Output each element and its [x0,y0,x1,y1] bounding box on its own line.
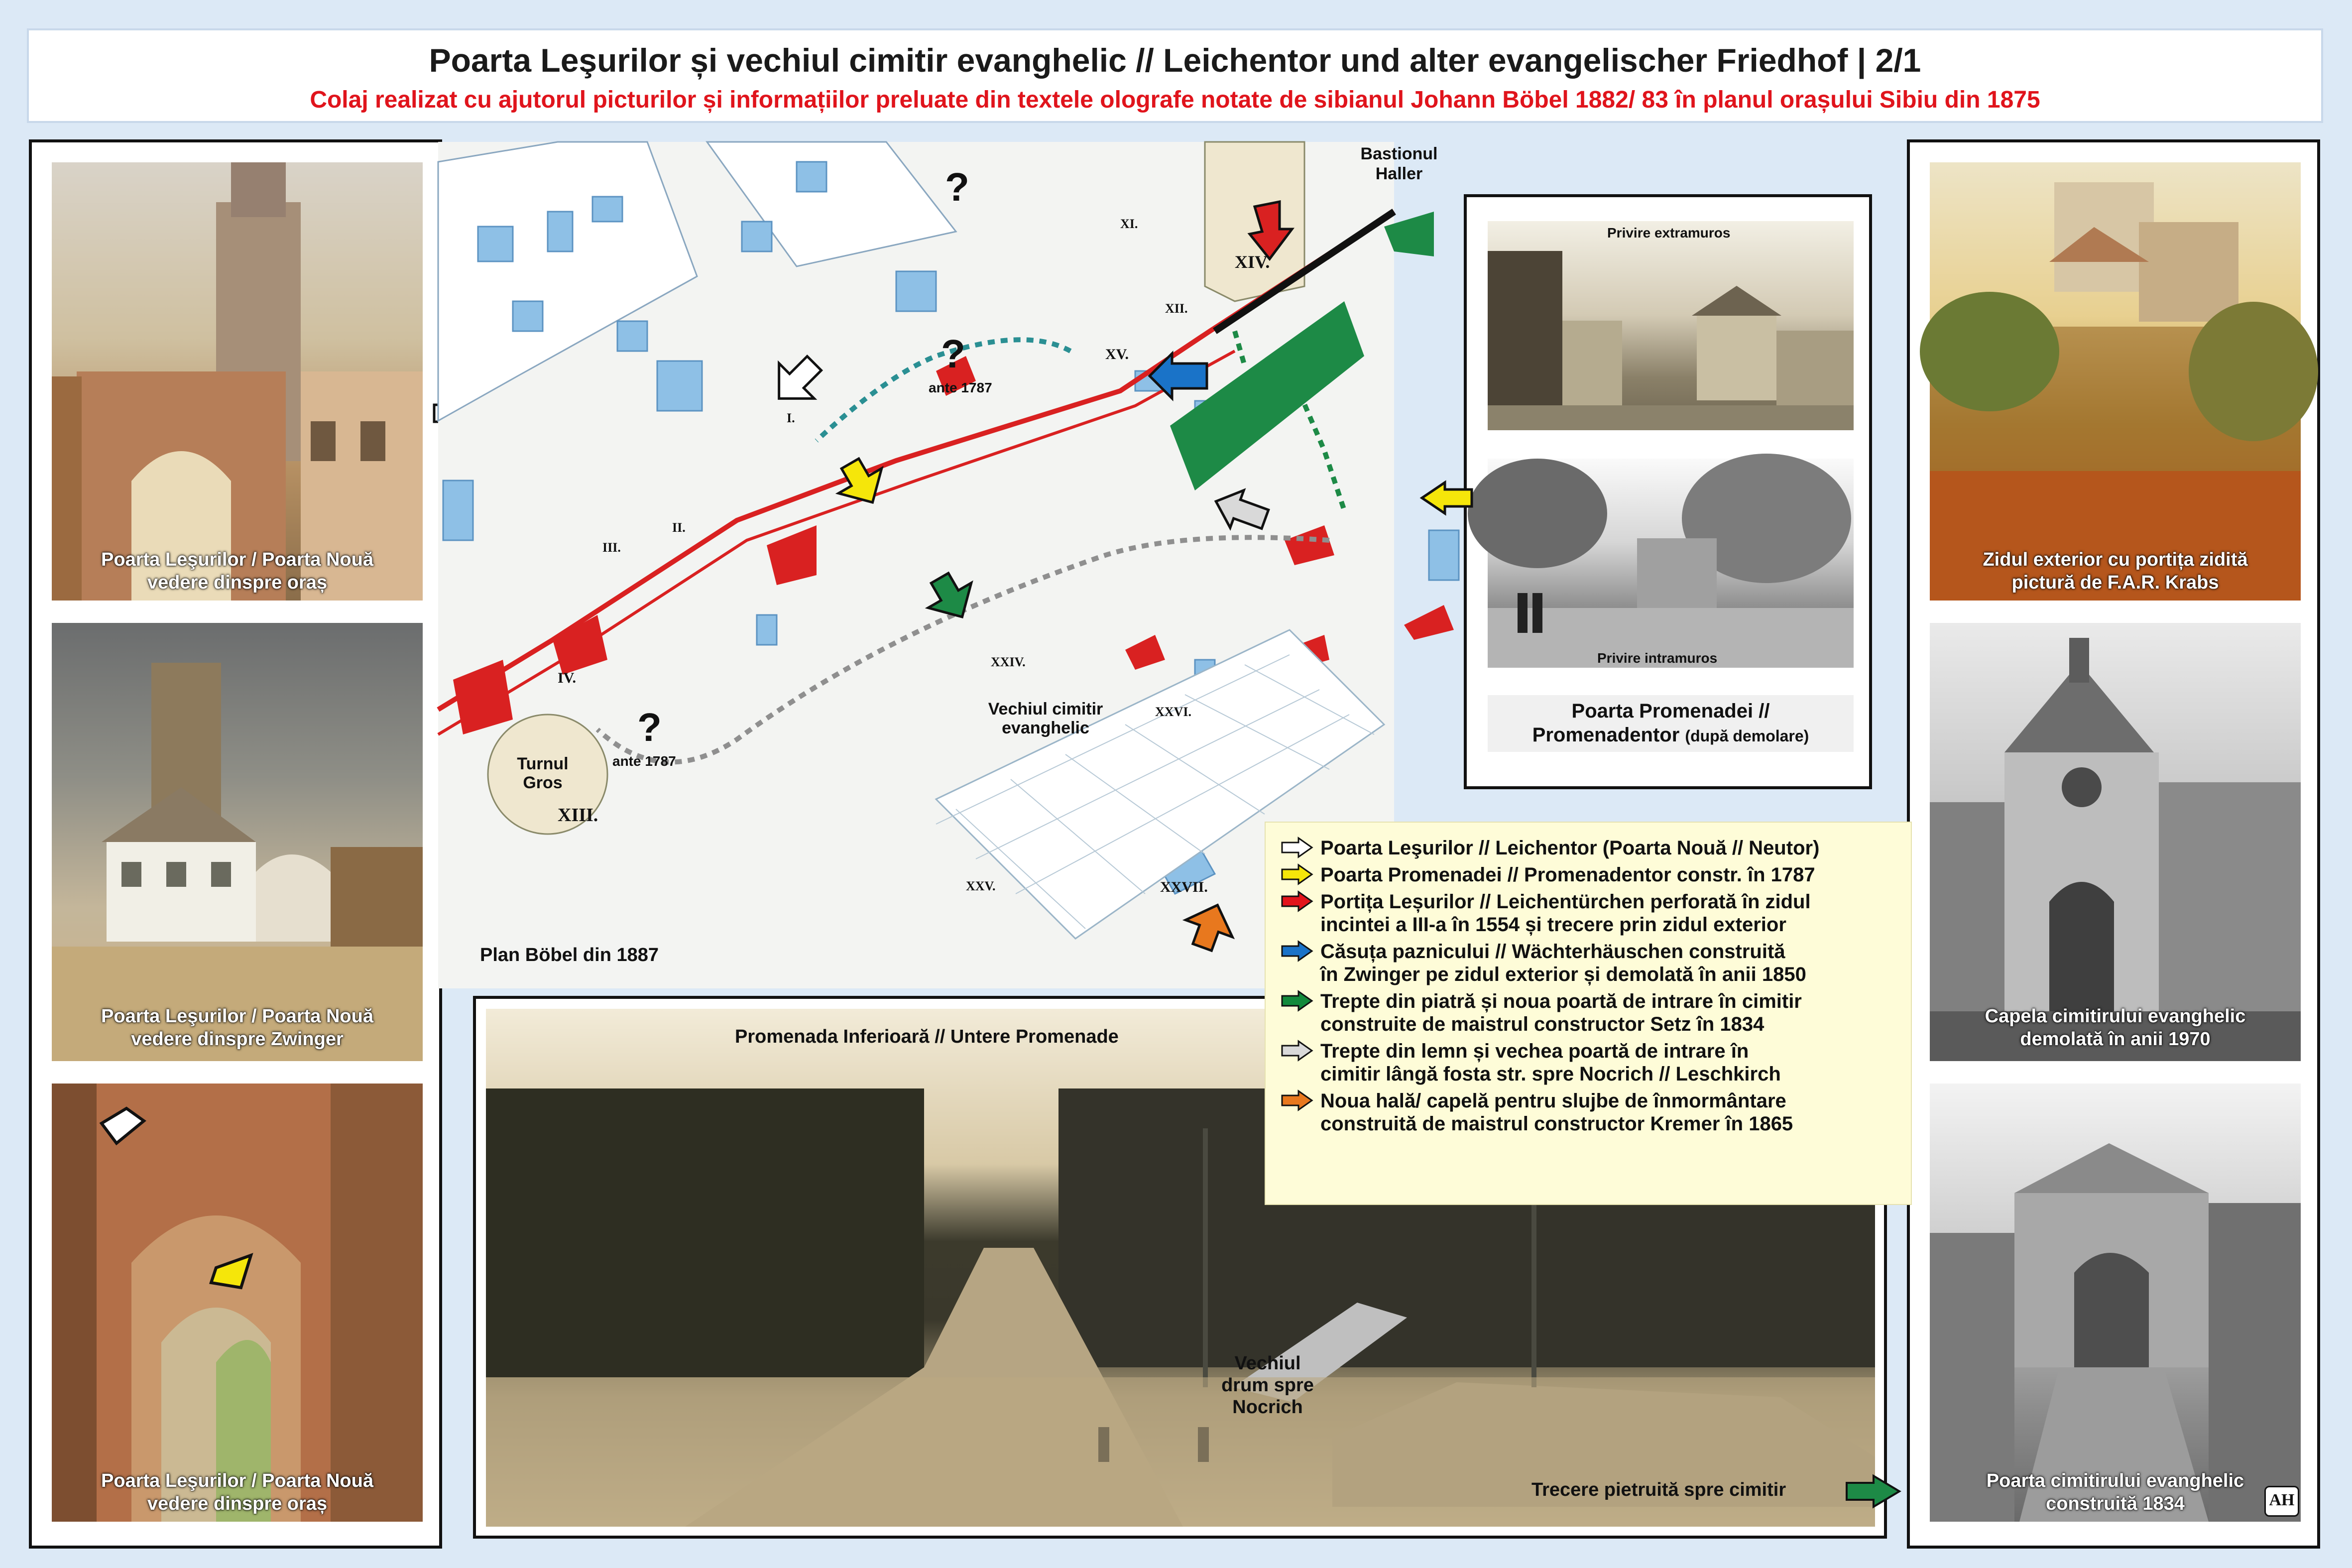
numeral-label: IV. [558,670,576,686]
cemetery-label: Vechiul cimitir evanghelic [988,700,1103,737]
legend-line-2: incintei a III-a în 1554 și trecere prin zidul exterior [1320,914,1786,936]
caption-line-1: Capela cimitirului evanghelic [1985,1006,2246,1027]
legend-line-1: Trepte din lemn și vechea poartă de intrare în [1320,1040,1749,1062]
legend-item [1281,940,1896,986]
legend-arrow-icon [1281,1040,1313,1062]
legend-item [1281,837,1896,859]
numeral-label: XXV. [966,879,996,893]
legend-line-1: Poarta Leşurilor // Leichentor (Poarta Nouă // Neutor) [1320,837,1820,859]
numeral-label: XII. [1165,301,1188,316]
left-photo-2 [52,623,423,1061]
caption-line-1: Poarta Leşurilor / Poarta Nouă [101,1006,373,1027]
legend-text [1320,990,1802,1036]
ante-label: ante 1787 [929,380,992,395]
caption-line-2: pictură de F.A.R. Krabs [2011,572,2219,593]
cemetery-gate-photo [1930,1084,2301,1522]
legend-arrow-icon [1281,940,1313,962]
legend-line-1: Trepte din piatră și noua poartă de intrare în cimitir [1320,990,1802,1012]
legend-line-2: construite de maistrul constructor Setz în 1834 [1320,1013,1764,1035]
question-mark: ? [637,705,662,749]
legend-text [1320,1089,1793,1135]
legend-arrow-icon [1281,1089,1313,1111]
zwinger-painting [52,623,423,1061]
promenade-photo-extramuros [1488,221,1854,430]
promenade-caption: Poarta Promenadei // Promenadentor (după demolare) [1488,695,1854,752]
numeral-label: II. [672,520,686,535]
legend-arrow-icon [1281,863,1313,885]
caption-line-2: vedere dinspre oraș [147,1493,328,1514]
numeral-label: XIII. [558,805,598,826]
legend-arrow-icon [1281,890,1313,912]
photo-label: Privire extramuros [1607,225,1731,241]
tower-label: Turnul Gros [517,754,569,792]
legend-item [1281,1040,1896,1086]
legend-item [1281,890,1896,936]
caption-line-1: Poarta Leşurilor / Poarta Nouă [101,1470,373,1491]
legend-item [1281,990,1896,1036]
legend-arrow-icon [1281,990,1313,1012]
ante-label: ante 1787 [612,753,676,769]
caption-line-1: Poarta cimitirului evanghelic [1986,1470,2244,1491]
title-bar [27,28,2323,123]
numeral-label: XXVI. [1155,705,1191,719]
numeral-label: XXIV. [991,655,1026,669]
caption-line-2: vedere dinspre Zwinger [131,1029,344,1050]
gate-painting [52,162,423,601]
legend-text [1320,863,1815,886]
numeral-label: XI. [1120,217,1138,231]
yellow-arrow-icon [1419,481,1474,515]
caption-line-2: construită 1834 [2046,1493,2185,1514]
city-plan-map [438,142,1438,988]
promenade-gate-box [1464,194,1872,789]
legend-line-2: în Zwinger pe zidul exterior și demolată în anii 1850 [1320,964,1806,985]
legend-line-1: Căsuța paznicului // Wächterhäuschen construită [1320,941,1785,963]
caption-line-2: vedere dinspre oraș [147,572,328,593]
legend-panel [1265,822,1912,1205]
green-arrow-icon [1845,1474,1902,1509]
legend-text [1320,890,1811,936]
legend-text [1320,940,1806,986]
question-mark: ? [941,332,965,376]
legend-item [1281,1089,1896,1135]
chapel-photo [1930,623,2301,1061]
plan-caption: Plan Böbel din 1887 [480,945,659,965]
caption-line-1: Zidul exterior cu portița zidită [1983,549,2248,570]
intramuros-photo [1488,459,1854,668]
legend-line-2: construită de maistrul constructor Kremer în 1865 [1320,1113,1793,1135]
legend-item [1281,863,1896,886]
passage-label: Trecere pietruită spre cimitir [1531,1479,1786,1500]
numeral-label: XXVII. [1160,879,1208,895]
photo-label: Privire intramuros [1597,650,1718,666]
numeral-label: XIV. [1235,252,1270,272]
promenade-title: Promenada Inferioară // Untere Promenade [735,1026,1119,1047]
legend-line-1: Portița Leșurilor // Leichentürchen perforată în zidul [1320,891,1811,913]
arch-painting [52,1084,423,1522]
right-photo-1 [1930,162,2301,601]
old-road-label: Vechiul drum spre Nocrich [1221,1353,1314,1418]
question-mark: ? [945,165,969,209]
left-photo-3 [52,1084,423,1522]
numeral-label: I. [787,411,795,425]
right-photo-3 [1930,1084,2301,1522]
legend-arrow-icon [1281,837,1313,858]
left-photo-panel [29,139,442,1549]
caption-line-2: demolată în anii 1970 [2020,1029,2211,1050]
page-title: Poarta Leşurilor și vechiul cimitir evanghelic // Leichentor und alter evangelischer Friedhof | 2/1 [429,42,1921,79]
numeral-label: III. [602,540,621,555]
caption-line-1: Poarta Leşurilor / Poarta Nouă [101,549,373,570]
ah-logo: AH [2264,1486,2299,1517]
legend-line-2: cimitir lângă fosta str. spre Nocrich // Leschkirch [1320,1063,1781,1085]
bastion-label: Bastionul Haller [1360,144,1438,183]
krabs-painting [1930,162,2301,601]
legend-text [1320,1040,1781,1086]
extramuros-photo [1488,221,1854,430]
promenade-photo-intramuros [1488,459,1854,668]
legend-line-1: Poarta Promenadei // Promenadentor constr. în 1787 [1320,864,1815,886]
legend-line-1: Noua hală/ capelă pentru slujbe de înmormântare [1320,1090,1786,1112]
page-subtitle: Colaj realizat cu ajutorul picturilor și informațiilor preluate din textele olografe notate de sibianul Johann Böbel 1882/ 83 în planul orașului Sibiu din 1875 [310,87,2040,113]
numeral-label: XV. [1105,346,1129,362]
right-photo-panel [1907,139,2320,1549]
left-photo-1 [52,162,423,601]
right-photo-2 [1930,623,2301,1061]
legend-text [1320,837,1819,859]
